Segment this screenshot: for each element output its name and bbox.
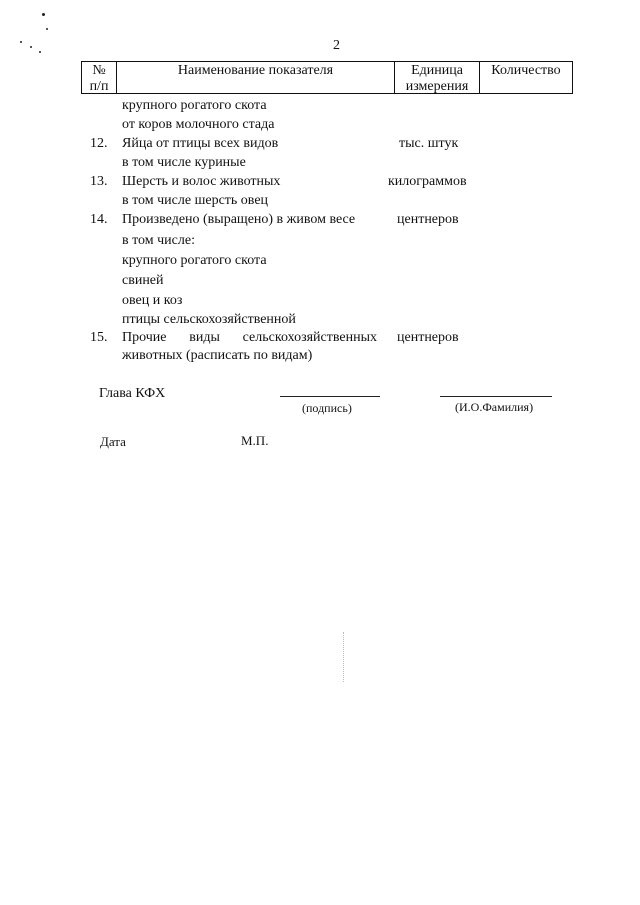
continuation-line: крупного рогатого скота (122, 98, 267, 113)
row-unit: килограммов (388, 174, 467, 189)
row-indicator-line: Прочие виды сельскохозяйственных (122, 330, 377, 345)
scan-artifact-line (343, 632, 345, 682)
continuation-line: от коров молочного стада (122, 117, 275, 132)
row-unit: центнеров (397, 330, 459, 345)
row-unit: центнеров (397, 212, 459, 227)
stamp-label: М.П. (241, 433, 269, 448)
scan-speck (39, 51, 41, 53)
row-indicator-line: крупного рогатого скота (122, 253, 267, 268)
column-unit-header: Единица измерения (405, 63, 469, 94)
page-number: 2 (333, 38, 340, 53)
row-indicator-line: птицы сельскохозяйственной (122, 312, 296, 327)
row-indicator-line: овец и коз (122, 293, 183, 308)
signature-line (280, 396, 380, 397)
column-number-header: № п/п (89, 63, 109, 94)
scan-speck (46, 28, 48, 30)
row-number: 13. (90, 174, 108, 189)
row-indicator-line: Яйца от птицы всех видов (122, 136, 279, 151)
row-number: 14. (90, 212, 108, 227)
scan-speck (42, 13, 45, 16)
name-caption: (И.О.Фамилия) (455, 400, 534, 414)
column-name-header: Наименование показателя (177, 63, 334, 78)
row-number: 12. (90, 136, 108, 151)
row-indicator-line: в том числе шерсть овец (122, 193, 269, 208)
row-number: 15. (90, 330, 108, 345)
name-line (440, 396, 552, 397)
head-label: Глава КФХ (99, 386, 166, 401)
table-header (81, 61, 573, 94)
row-indicator-line: свиней (122, 273, 164, 288)
scan-speck (30, 46, 32, 48)
column-quantity-header: Количество (491, 63, 561, 78)
row-indicator-line: животных (расписать по видам) (122, 348, 313, 363)
row-indicator-line: в том числе куриные (122, 155, 246, 170)
row-indicator-line: Произведено (выращено) в живом весе (122, 212, 356, 227)
scan-speck (20, 41, 22, 43)
signature-caption: (подпись) (302, 401, 352, 415)
row-indicator-line: Шерсть и волос животных (122, 174, 281, 189)
row-unit: тыс. штук (399, 136, 459, 151)
date-label: Дата (100, 434, 126, 449)
row-indicator-line: в том числе: (122, 233, 195, 248)
